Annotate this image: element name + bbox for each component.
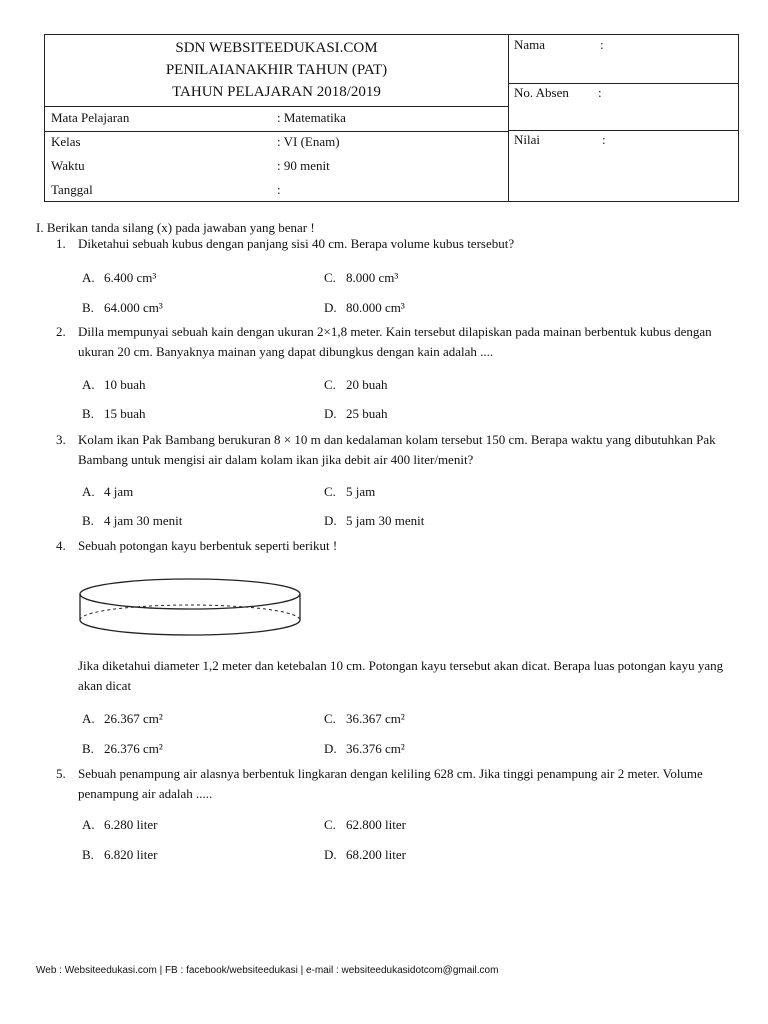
q2-option-a[interactable]	[82, 377, 146, 393]
header-left	[45, 35, 509, 201]
option-text: 26.367 cm²	[104, 711, 163, 726]
option-text: 26.376 cm²	[104, 741, 163, 756]
q3-option-d[interactable]	[324, 513, 424, 529]
q3-option-c[interactable]	[324, 484, 375, 500]
absen-colon: :	[598, 85, 602, 100]
question-text-continued: Jika diketahui diameter 1,2 meter dan ketebalan 10 cm. Potongan kayu tersebut akan dicat. Berapa luas potongan kayu yang akan dicat	[78, 658, 724, 693]
header-right	[508, 35, 738, 201]
option-letter: A.	[82, 817, 95, 832]
option-letter: A.	[82, 270, 95, 285]
option-letter: D.	[324, 513, 337, 528]
name-colon: :	[600, 37, 604, 52]
class-label: Kelas	[51, 134, 81, 149]
option-letter: C.	[324, 377, 336, 392]
option-text: 62.800 liter	[346, 817, 406, 832]
time-value: : 90 menit	[277, 158, 330, 173]
option-letter: D.	[324, 300, 337, 315]
subject-label: Mata Pelajaran	[51, 110, 130, 125]
q4-option-c[interactable]	[324, 711, 405, 727]
option-text: 36.376 cm²	[346, 741, 405, 756]
option-text: 5 jam 30 menit	[346, 513, 425, 528]
option-text: 4 jam	[104, 484, 134, 499]
option-letter: C.	[324, 270, 336, 285]
q1-option-d[interactable]	[324, 300, 405, 316]
option-letter: D.	[324, 406, 337, 421]
cylinder-bottom-hidden	[80, 605, 300, 620]
info-row-date	[45, 179, 508, 203]
option-letter: A.	[82, 377, 95, 392]
question-text: Dilla mempunyai sebuah kain dengan ukuran 2×1,8 meter. Kain tersebut dilapiskan pada mainan berbentuk kubus dengan ukuran 20 cm. Banyaknya mainan yang dapat dibungkus dengan kain adalah ....	[78, 324, 712, 359]
q3-option-b[interactable]	[82, 513, 182, 529]
q2-option-c[interactable]	[324, 377, 388, 393]
option-letter: B.	[82, 847, 94, 862]
option-letter: C.	[324, 817, 336, 832]
question-text: Diketahui sebuah kubus dengan panjang sisi 40 cm. Berapa volume kubus tersebut?	[78, 236, 515, 251]
option-letter: A.	[82, 484, 95, 499]
q2-option-d[interactable]	[324, 406, 388, 422]
option-text: 20 buah	[346, 377, 388, 392]
option-letter: B.	[82, 406, 94, 421]
q1-option-a[interactable]	[82, 270, 156, 286]
cylinder-top-ellipse	[80, 579, 300, 609]
q4-option-a[interactable]	[82, 711, 163, 727]
option-letter: B.	[82, 741, 94, 756]
option-letter: B.	[82, 513, 94, 528]
option-text: 8.000 cm³	[346, 270, 399, 285]
option-letter: D.	[324, 847, 337, 862]
option-letter: C.	[324, 484, 336, 499]
score-label: Nilai	[514, 132, 540, 147]
academic-year: TAHUN PELAJARAN 2018/2019	[172, 84, 381, 100]
date-value: :	[277, 182, 281, 197]
time-label: Waktu	[51, 158, 85, 173]
cylinder-figure	[74, 572, 306, 652]
option-text: 36.367 cm²	[346, 711, 405, 726]
info-row-time	[45, 155, 508, 179]
cylinder-bottom-front	[80, 620, 300, 635]
page-footer: Web : Websiteedukasi.com | FB : facebook/websiteedukasi | e-mail : websiteedukasidotcom@gmail.com	[36, 965, 499, 976]
name-label: Nama	[514, 37, 546, 52]
question-number: 1.	[56, 236, 66, 251]
option-text: 6.280 liter	[104, 817, 158, 832]
score-field[interactable]	[508, 130, 738, 201]
q2-option-b[interactable]	[82, 406, 146, 422]
q5-option-d[interactable]	[324, 847, 406, 863]
school-name: SDN WEBSITEEDUKASI.COM	[175, 40, 378, 56]
school-title-block	[45, 35, 508, 107]
q5-option-b[interactable]	[82, 847, 157, 863]
option-text: 6.400 cm³	[104, 270, 157, 285]
option-text: 4 jam 30 menit	[104, 513, 183, 528]
option-letter: C.	[324, 711, 336, 726]
question-text: Sebuah potongan kayu berbentuk seperti berikut !	[78, 538, 338, 553]
name-field[interactable]	[508, 35, 738, 84]
class-value: : VI (Enam)	[277, 134, 340, 149]
option-letter: D.	[324, 741, 337, 756]
q3-option-a[interactable]	[82, 484, 133, 500]
info-row-class	[45, 131, 508, 155]
option-letter: B.	[82, 300, 94, 315]
option-text: 10 buah	[104, 377, 146, 392]
option-text: 80.000 cm³	[346, 300, 405, 315]
question-number: 2.	[56, 324, 66, 339]
info-row-subject	[45, 107, 508, 132]
option-text: 6.820 liter	[104, 847, 158, 862]
option-text: 15 buah	[104, 406, 146, 421]
q5-option-c[interactable]	[324, 817, 406, 833]
q5-option-a[interactable]	[82, 817, 157, 833]
date-label: Tanggal	[51, 182, 93, 197]
question-text: Sebuah penampung air alasnya berbentuk lingkaran dengan keliling 628 cm. Jika tinggi penampung air 2 meter. Volume penampung air adalah .....	[78, 766, 703, 801]
q1-option-b[interactable]	[82, 300, 163, 316]
score-colon: :	[602, 132, 606, 147]
option-text: 5 jam	[346, 484, 376, 499]
question-text: Kolam ikan Pak Bambang berukuran 8 × 10 m dan kedalaman kolam tersebut 150 cm. Berapa waktu yang dibutuhkan Pak Bambang untuk mengisi air dalam kolam ikan jika debit air 400 liter/menit?	[78, 432, 716, 467]
question-number: 5.	[56, 766, 66, 781]
subject-value: : Matematika	[277, 110, 346, 125]
header-table	[44, 34, 739, 202]
option-text: 25 buah	[346, 406, 388, 421]
option-letter: A.	[82, 711, 95, 726]
option-text: 64.000 cm³	[104, 300, 163, 315]
q1-option-c[interactable]	[324, 270, 398, 286]
section-instruction: I. Berikan tanda silang (x) pada jawaban yang benar !	[36, 220, 315, 235]
question-number: 3.	[56, 432, 66, 447]
exam-name: PENILAIANAKHIR TAHUN (PAT)	[165, 62, 388, 78]
question-number: 4.	[56, 538, 66, 553]
q4-option-d[interactable]	[324, 741, 405, 757]
q4-option-b[interactable]	[82, 741, 163, 757]
absen-field[interactable]	[508, 83, 738, 131]
absen-label: No. Absen	[514, 85, 569, 100]
option-text: 68.200 liter	[346, 847, 406, 862]
